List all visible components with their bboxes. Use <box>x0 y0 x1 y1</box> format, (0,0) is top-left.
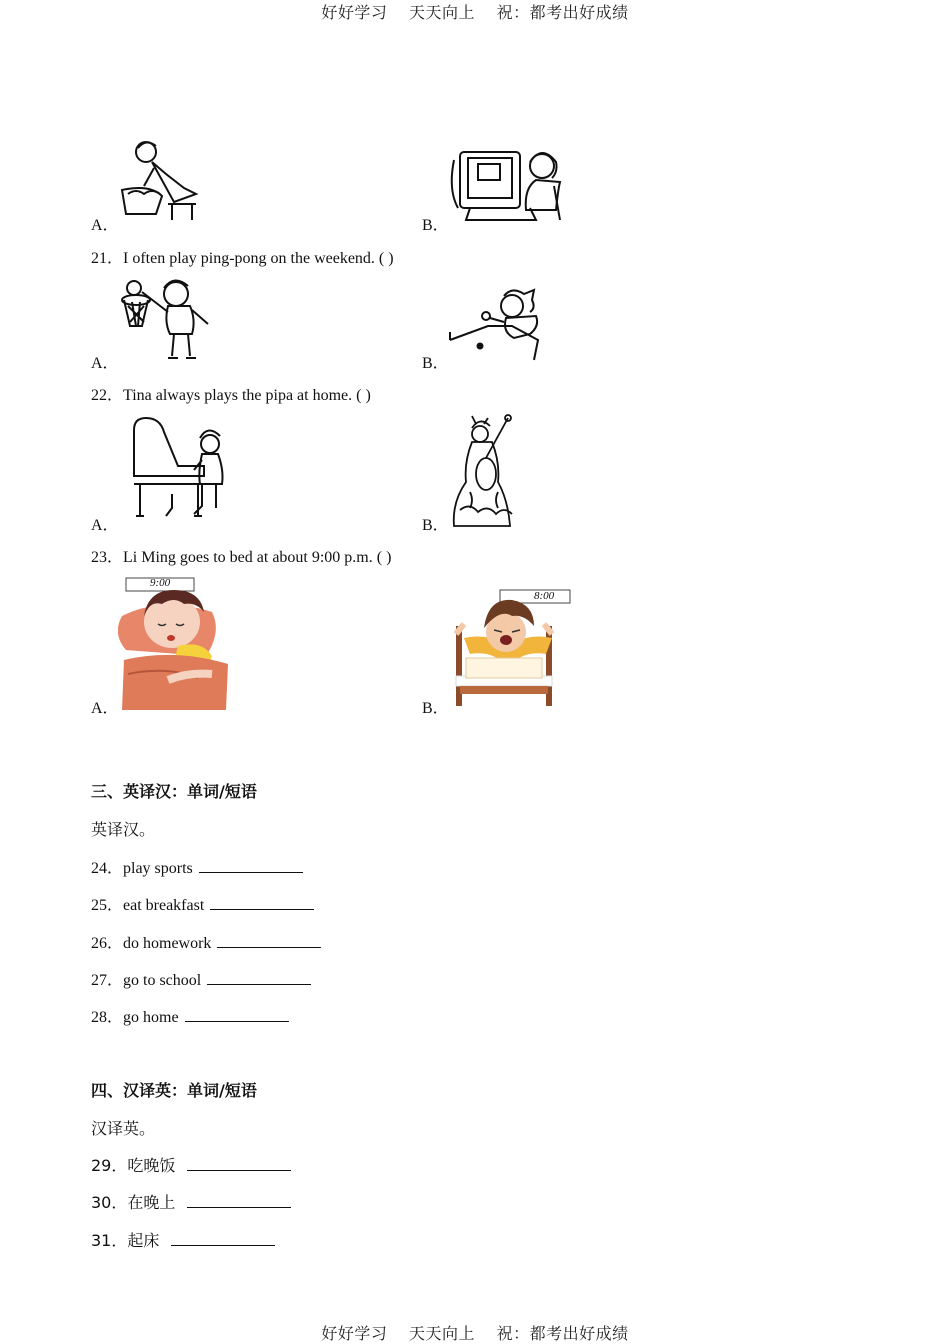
question-27: 27．go to school <box>91 967 311 990</box>
footer-motto-2: 天天向上 <box>408 1324 475 1343</box>
girl-washing-clothes-image <box>118 138 202 224</box>
footer-motto-3: 祝：都考出好成绩 <box>496 1324 629 1343</box>
question-30: 30．在晚上 <box>91 1190 291 1213</box>
q21-option-b: B． <box>422 355 449 372</box>
page-footer <box>0 1321 950 1344</box>
header-motto-1: 好好学习 <box>321 3 388 22</box>
woman-playing-pipa-image <box>450 412 522 528</box>
boy-sleeping-image <box>118 576 232 710</box>
question-21: 21．I often play ping-pong on the weekend. ( ) <box>91 250 394 267</box>
page-header <box>0 0 950 23</box>
girl-playing-piano-image <box>128 414 228 522</box>
q22-option-b: B． <box>422 517 449 534</box>
girl-using-computer-image <box>450 146 565 226</box>
section-3-instruction: 英译汉。 <box>91 820 156 839</box>
header-motto-2: 天天向上 <box>408 3 475 22</box>
q23-option-b: B． <box>422 700 449 717</box>
question-31: 31．起床 <box>91 1228 275 1251</box>
question-26: 26．do homework <box>91 930 321 953</box>
question-23: 23．Li Ming goes to bed at about 9:00 p.m. ( ) <box>91 549 392 566</box>
header-motto-3: 祝：都考出好成绩 <box>496 3 629 22</box>
q20-option-a: A． <box>91 217 119 234</box>
q22-option-a: A． <box>91 517 119 534</box>
footer-motto-1: 好好学习 <box>321 1324 388 1343</box>
question-24: 24．play sports <box>91 855 303 878</box>
question-25: 25．eat breakfast <box>91 892 314 915</box>
question-29: 29．吃晚饭 <box>91 1153 291 1176</box>
boy-playing-basketball-image <box>118 278 213 364</box>
boy-waking-up-image <box>450 588 572 710</box>
question-22: 22．Tina always plays the pipa at home. ( ) <box>91 387 371 404</box>
girl-playing-ping-pong-image <box>446 288 546 362</box>
section-4-title: 四、汉译英：单词/短语 <box>91 1081 257 1100</box>
q23-option-a: A． <box>91 700 119 717</box>
q20-option-b: B． <box>422 217 449 234</box>
section-3-title: 三、英译汉：单词/短语 <box>91 782 257 801</box>
section-4-instruction: 汉译英。 <box>91 1119 156 1138</box>
question-28: 28．go home <box>91 1004 289 1027</box>
clock-9-00: 9:00 <box>150 577 171 589</box>
q21-option-a: A． <box>91 355 119 372</box>
clock-8-00: 8:00 <box>534 590 555 602</box>
